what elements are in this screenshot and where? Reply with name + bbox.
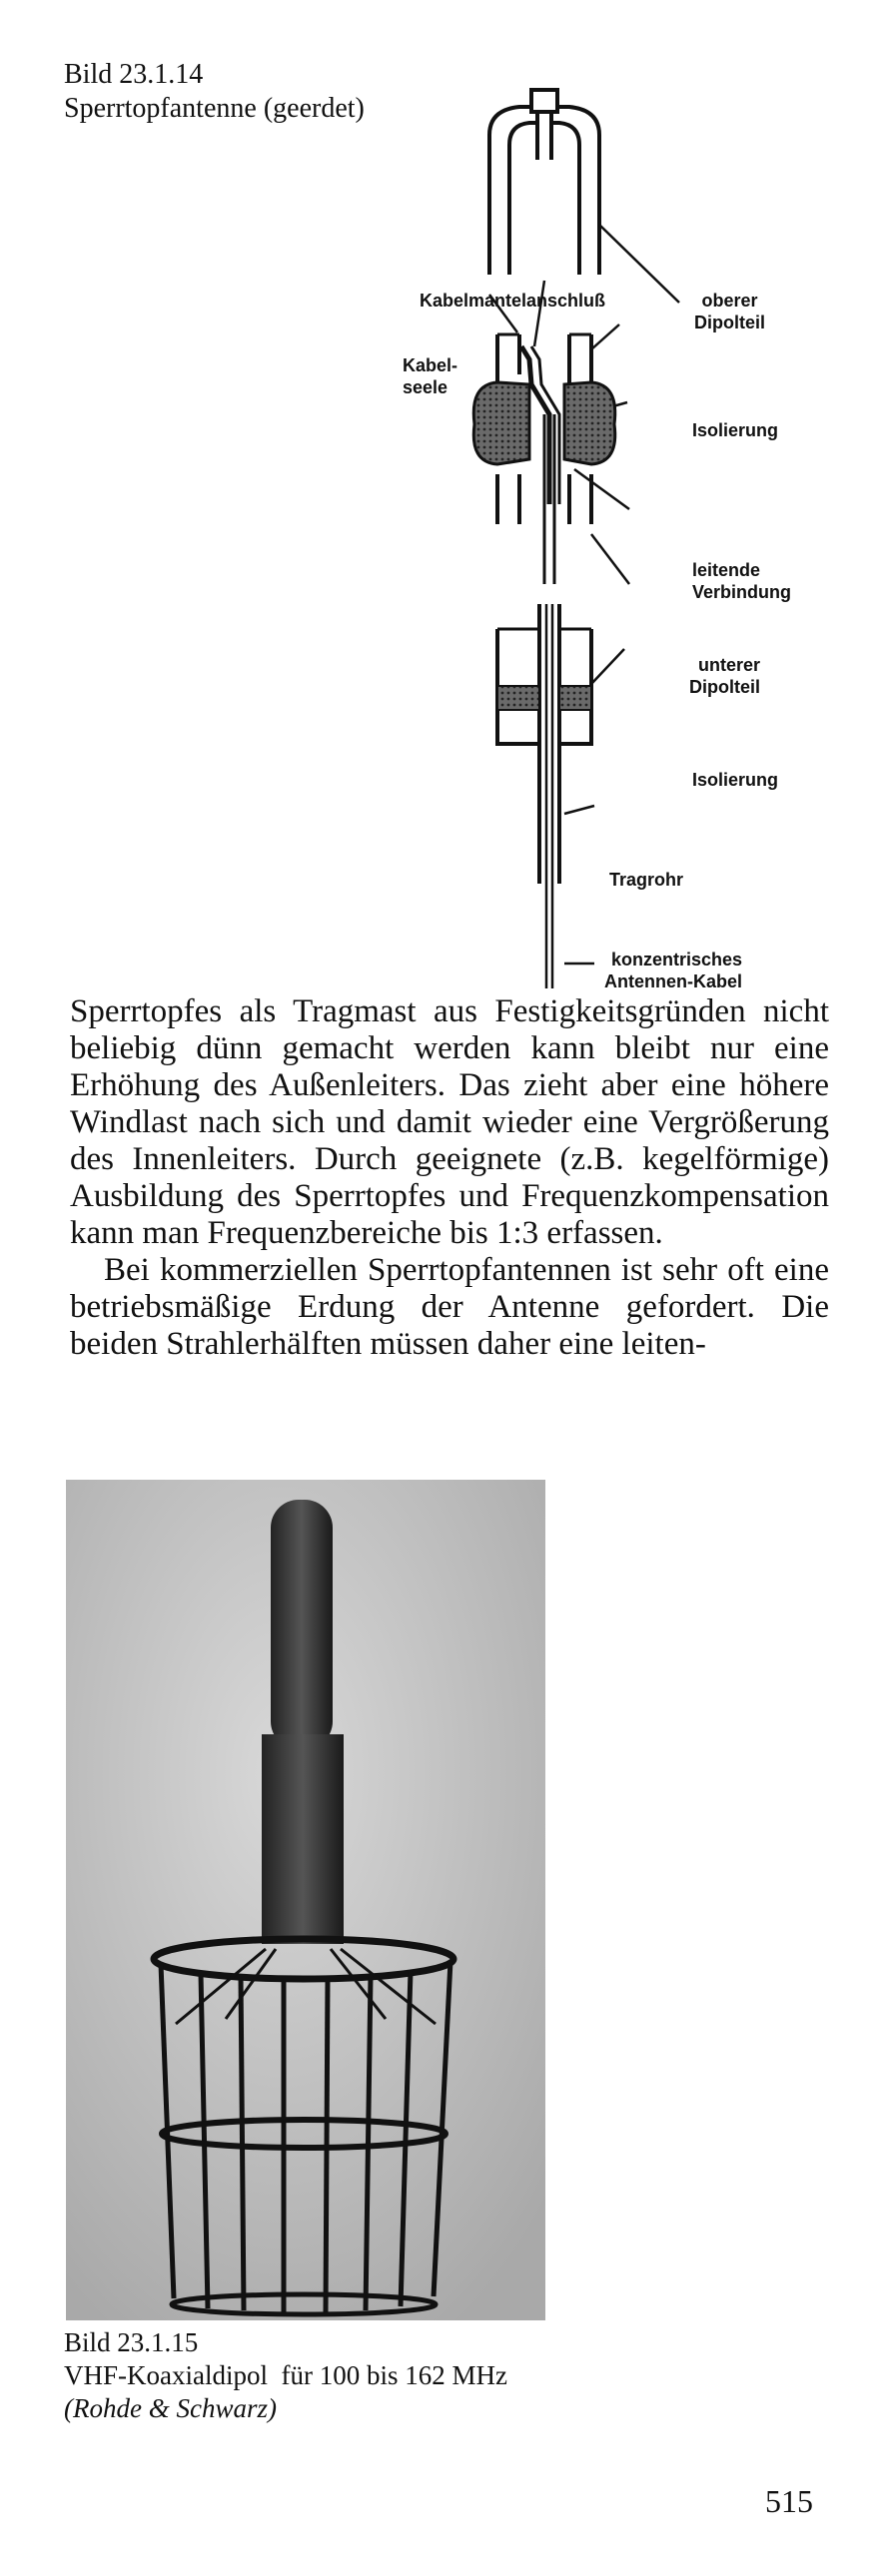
top-bolt [531, 90, 557, 112]
label-tragrohr: Tragrohr [609, 870, 684, 890]
figure-caption-top [64, 58, 365, 126]
insulation-lower-right [559, 686, 591, 710]
figure-caption-bottom [64, 2326, 507, 2425]
label-kabelmantelanschluss: Kabelmantelanschluß [420, 291, 606, 311]
sperrtopf-antenna-drawing [380, 85, 819, 988]
insulation-lower-left [497, 686, 539, 710]
insulation-upper-right [564, 382, 615, 464]
vhf-koaxialdipol-photo [66, 1480, 545, 2320]
page-number: 515 [765, 2483, 813, 2519]
paragraph: Bei kommerziellen Sperrtopfantennen ist sehr oft eine betriebsmäßige Erdung der Antenne gefordert. Die beiden Strahlerhälften müssen daher eine leiten- [70, 1252, 829, 1362]
figure-number: Bild 23.1.15 [64, 2327, 199, 2357]
label-oberer-dipolteil: oberer Dipolteil [694, 291, 765, 332]
label-isolierung-top: Isolierung [692, 420, 779, 440]
body-text [70, 993, 829, 1363]
label-unterer-dipolteil: unterer Dipolteil [689, 655, 760, 697]
label-leitende-verbindung: leitende Verbindung [692, 560, 791, 602]
insulation-upper-left [473, 382, 529, 464]
label-kabelseele: Kabel- seele [403, 355, 458, 397]
figure-title: VHF-Koaxialdipol für 100 bis 162 MHz [64, 2360, 507, 2390]
figure-credit: (Rohde & Schwarz) [64, 2393, 277, 2423]
figure-number: Bild 23.1.14 [64, 59, 204, 90]
top-cap-outline [489, 107, 599, 275]
paragraph: Sperrtopfes als Tragmast aus Festigkeitsgründen nicht beliebig dünn gemacht werden kann bleibt nur eine Erhöhung des Außenleiters. Das zieht aber eine höhere Windlast nach sich und damit wieder eine Vergrößerung des Innenleiters. Durch geeignete (z.B. kegelförmige) Ausbildung des Sperrtopfes und Frequenzkompensation kann man Frequenzbereiche bis 1:3 erfassen. [70, 993, 829, 1251]
label-isolierung-bottom: Isolierung [692, 770, 779, 790]
figure-title: Sperrtopfantenne (geerdet) [64, 93, 365, 124]
label-konzentrisches-kabel: konzentrisches Antennen-Kabel [604, 950, 743, 991]
